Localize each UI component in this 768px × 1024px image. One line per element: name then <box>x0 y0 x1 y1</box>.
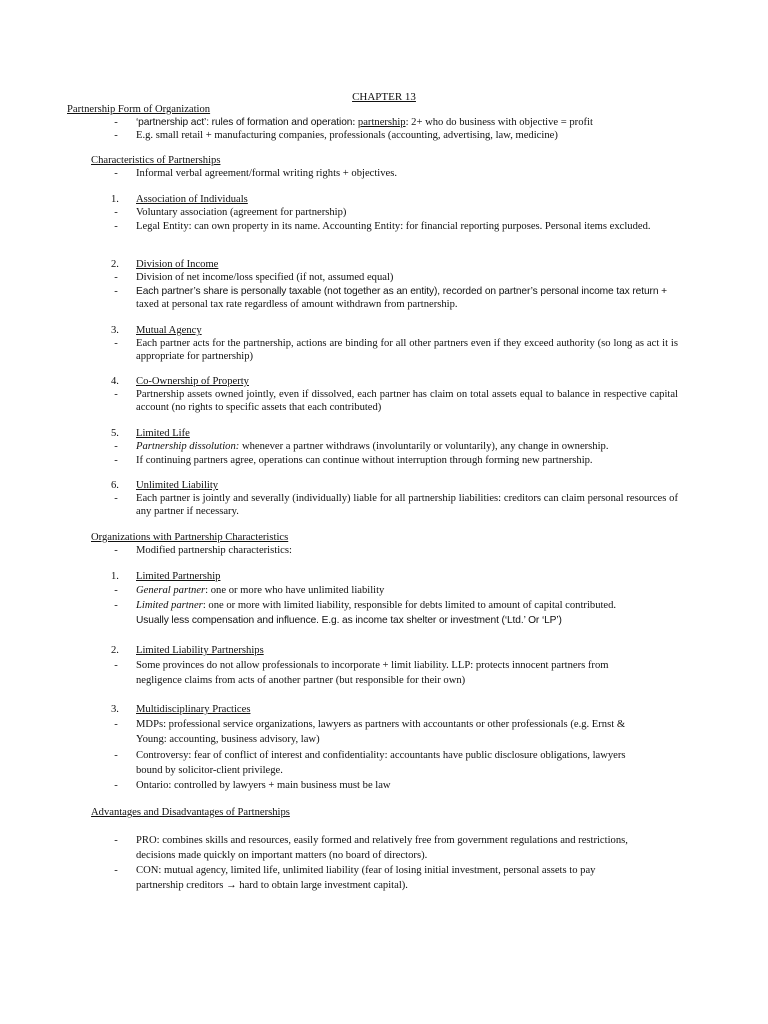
bullet-dash: - <box>114 835 118 846</box>
bullet-dash: - <box>114 168 118 179</box>
bullet-dash: - <box>114 207 118 218</box>
bullet-dash: - <box>114 389 118 400</box>
section-heading-characteristics: Characteristics of Partnerships <box>91 155 221 166</box>
bullet-dash: - <box>114 493 118 504</box>
limited-partner-term: Limited partner <box>136 600 203 611</box>
bullet-dash: - <box>114 272 118 283</box>
partnership-term: partnership <box>357 117 406 128</box>
list-item-continuation: Usually less compensation and influence. E.g. as income tax shelter or investment (‘Ltd.’ Or ‘LP’) <box>136 615 562 626</box>
bullet-dash: - <box>114 286 118 297</box>
bullet-dash: - <box>114 338 118 349</box>
bullet-dash: - <box>114 221 118 232</box>
bullet-dash: - <box>114 455 118 466</box>
list-item: ‘partnership act’: rules of formation and operation: partnership: 2+ who do business with objective = profit <box>136 117 593 128</box>
bullet-dash: - <box>114 780 118 791</box>
item-number: 5. <box>111 428 119 439</box>
section-heading-advantages: Advantages and Disadvantages of Partnerships <box>91 807 290 818</box>
list-item: Legal Entity: can own property in its name. Accounting Entity: for financial reporting purposes. Personal items excluded. <box>136 221 651 232</box>
list-item: Division of net income/loss specified (if not, assumed equal) <box>136 272 394 283</box>
item-number: 3. <box>111 704 119 715</box>
bullet-dash: - <box>114 545 118 556</box>
item-number: 2. <box>111 645 119 656</box>
list-item-continuation: negligence claims from acts of another partner (but responsible for their own) <box>136 675 466 686</box>
list-item: Limited partner: one or more with limited liability, responsible for debts limited to amount of capital contributed. <box>136 600 617 611</box>
list-item-continuation: partnership creditors → hard to obtain large investment capital). <box>136 880 408 891</box>
list-item: Some provinces do not allow professionals to incorporate + limit liability. LLP: protects innocent partners from <box>136 660 609 671</box>
subheading-mutual-agency: Mutual Agency <box>136 325 202 336</box>
subheading-limited-partnership: Limited Partnership <box>136 571 221 582</box>
item-number: 1. <box>111 571 119 582</box>
item-number: 1. <box>111 194 119 205</box>
list-item: General partner: one or more who have unlimited liability <box>136 585 385 596</box>
bullet-dash: - <box>114 117 118 128</box>
partnership-act-text: ‘partnership act’: rules of formation and operation <box>136 117 353 128</box>
list-item: Modified partnership characteristics: <box>136 545 292 556</box>
general-partner-term: General partner <box>136 585 206 596</box>
bullet-dash: - <box>114 865 118 876</box>
list-item-continuation: bound by solicitor-client privilege. <box>136 765 283 776</box>
bullet-dash: - <box>114 441 118 452</box>
bullet-dash: - <box>114 600 118 611</box>
bullet-dash: - <box>114 719 118 730</box>
subheading-association: Association of Individuals <box>136 194 248 205</box>
subheading-limited-life: Limited Life <box>136 428 190 439</box>
list-item: Voluntary association (agreement for partnership) <box>136 207 347 218</box>
section-heading-partnership-form: Partnership Form of Organization <box>67 104 211 115</box>
list-item: Controversy: fear of conflict of interest and confidentiality: accountants have public disclosure obligations, lawyers <box>136 750 626 761</box>
list-item: E.g. small retail + manufacturing companies, professionals (accounting, advertising, law, medicine) <box>136 130 558 141</box>
list-item: MDPs: professional service organizations, lawyers as partners with accountants or other professionals (e.g. Ernst & <box>136 719 626 730</box>
list-item-continuation: decisions made quickly on important matters (no board of directors). <box>136 850 428 861</box>
list-item-continuation: Young: accounting, business advisory, law) <box>136 734 320 745</box>
partnership-dissolution-term: Partnership dissolution: <box>136 441 240 452</box>
list-item: Partnership assets owned jointly, even if dissolved, each partner has claim on total assets equal to balance in respective capital account (no rights to specific assets that each contributed) <box>136 389 678 413</box>
item-number: 4. <box>111 376 119 387</box>
bullet-dash: - <box>114 130 118 141</box>
list-item: Each partner’s share is personally taxable (not together as an entity), recorded on partner’s personal income tax return + <box>136 286 667 297</box>
bullet-dash: - <box>114 750 118 761</box>
item-number: 3. <box>111 325 119 336</box>
list-item: Each partner is jointly and severally (individually) liable for all partnership liabilities: creditors can claim personal resources of any partner if necessary. <box>136 493 678 517</box>
list-item: Each partner acts for the partnership, actions are binding for all other partners even if they exceed authority (so long as act it is appropriate for partnership) <box>136 338 678 362</box>
bullet-dash: - <box>114 660 118 671</box>
list-item: Partnership dissolution: whenever a partner withdraws (involuntarily or voluntarily), any change in ownership. <box>136 441 609 452</box>
item-number: 6. <box>111 480 119 491</box>
bullet-dash: - <box>114 585 118 596</box>
subheading-unlimited-liability: Unlimited Liability <box>136 480 219 491</box>
list-item: Informal verbal agreement/formal writing rights + objectives. <box>136 168 398 179</box>
item-number: 2. <box>111 259 119 270</box>
subheading-co-ownership: Co-Ownership of Property <box>136 376 249 387</box>
section-heading-organizations: Organizations with Partnership Characteristics <box>91 532 289 543</box>
list-item: PRO: combines skills and resources, easily formed and relatively free from government regulations and restrictions, <box>136 835 628 846</box>
right-arrow-icon: → <box>226 880 237 891</box>
subheading-division-income: Division of Income <box>136 259 219 270</box>
subheading-llp: Limited Liability Partnerships <box>136 645 264 656</box>
list-item-continuation: taxed at personal tax rate regardless of amount withdrawn from partnership. <box>136 299 458 310</box>
subheading-mdp: Multidisciplinary Practices <box>136 704 251 715</box>
list-item: If continuing partners agree, operations can continue without interruption through forming new partnership. <box>136 455 593 466</box>
chapter-title: CHAPTER 13 <box>352 91 416 103</box>
list-item: Ontario: controlled by lawyers + main business must be law <box>136 780 391 791</box>
list-item: CON: mutual agency, limited life, unlimited liability (fear of losing initial investment, personal assets to pay <box>136 865 596 876</box>
